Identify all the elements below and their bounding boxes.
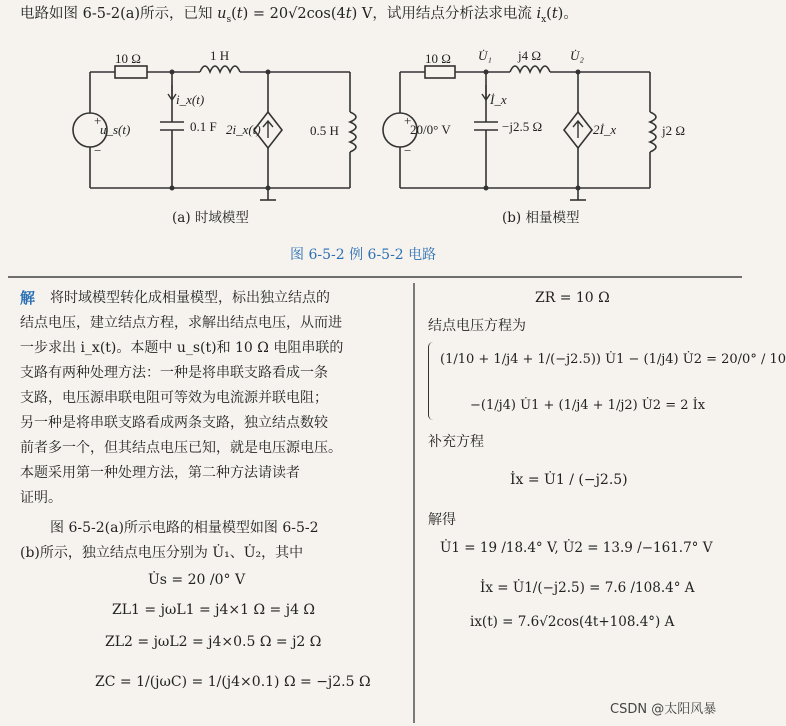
fig-b-r-label: 10 Ω bbox=[425, 51, 451, 66]
solution-line: 证明。 bbox=[20, 490, 62, 506]
fig-a-c-label: 0.1 F bbox=[190, 119, 217, 134]
solution-line: 图 6-5-2(a)所示电路的相量模型如图 6-5-2 bbox=[50, 520, 319, 536]
fig-a-dep-label: 2i_x(t) bbox=[226, 122, 261, 137]
svg-text:−: − bbox=[404, 143, 412, 158]
problem-statement: 电路如图 6-5-2(a)所示，已知 $u_s(t) = 20√2\cos(4t)$ V，试用结点分析法求电流 $i_x(t)$。 bbox=[20, 6, 578, 25]
supp-eq: İx = U̇1 / (−j2.5) bbox=[510, 472, 628, 488]
eq-zl1: ZL1 = jωL1 = j4×1 Ω = j4 Ω bbox=[112, 602, 316, 618]
result-ixt: ix(t) = 7.6√2cos(4t+108.4°) A bbox=[470, 614, 675, 630]
solution-line: 另一种是将串联支路看成两条支路，独立结点数较 bbox=[20, 415, 328, 431]
fig-a-ix-label: i_x(t) bbox=[176, 92, 205, 107]
svg-text:+: + bbox=[94, 113, 102, 128]
fig-a-l2-label: 0.5 H bbox=[310, 123, 339, 138]
fig-b-src-label: 20/0° V bbox=[410, 122, 451, 137]
solution-line: 支路，电压源串联电阻可等效为电流源并联电阻； bbox=[20, 390, 328, 406]
result-ix: İx = U̇1/(−j2.5) = 7.6 /108.4° A bbox=[480, 580, 695, 596]
svg-text:−: − bbox=[94, 143, 102, 158]
circuit-diagram-time-domain bbox=[0, 30, 380, 230]
eq-zc: ZC = 1/(jωC) = 1/(j4×0.1) Ω = −j2.5 Ω bbox=[95, 674, 371, 690]
solution-line: (b)所示，独立结点电压分别为 U̇₁、U̇₂，其中 bbox=[20, 545, 304, 561]
divider bbox=[8, 276, 742, 278]
svg-text:+: + bbox=[404, 113, 412, 128]
fig-b-l1-label: j4 Ω bbox=[518, 48, 542, 63]
solution-label: 解 bbox=[20, 289, 36, 307]
supp-label: 补充方程 bbox=[428, 434, 484, 450]
fig-b-u1-label: U̇₁ bbox=[478, 48, 492, 63]
fig-a-src-label: u_s(t) bbox=[100, 122, 131, 137]
watermark: CSDN @太阳风暴 bbox=[610, 702, 717, 717]
column-divider bbox=[413, 283, 415, 723]
fig-a-caption: (a) 时域模型 bbox=[172, 210, 249, 226]
solution-line: 本题采用第一种处理方法，第二种方法请读者 bbox=[20, 465, 300, 481]
fig-b-ix-label: İ_x bbox=[490, 92, 507, 107]
solution-line: 一步求出 i_x(t)。本题中 u_s(t)和 10 Ω 电阻串联的 bbox=[20, 340, 344, 356]
node-eq-label: 结点电压方程为 bbox=[428, 318, 526, 334]
solution-line: 将时域模型转化成相量模型，标出独立结点的 bbox=[50, 290, 330, 306]
solution-line: 前者多一个，但其结点电压已知，就是电压源电压。 bbox=[20, 440, 342, 456]
circuit-diagram-phasor bbox=[380, 30, 720, 230]
fig-b-u2-label: U̇₂ bbox=[570, 48, 584, 63]
fig-a-l1-label: 1 H bbox=[210, 48, 230, 63]
figure-caption: 图 6-5-2 例 6-5-2 电路 bbox=[290, 247, 437, 263]
result-u: U̇1 = 19 /18.4° V, U̇2 = 13.9 /−161.7° V bbox=[440, 540, 713, 556]
fig-b-caption: (b) 相量模型 bbox=[502, 210, 580, 226]
fig-b-l2-label: j2 Ω bbox=[662, 123, 686, 138]
node-eq-1: (1/10 + 1/j4 + 1/(−j2.5)) U̇1 − (1/j4) U̇2 = 20/0° / 10 bbox=[440, 352, 786, 367]
solve-label: 解得 bbox=[428, 512, 456, 528]
solution-line: 结点电压，建立结点方程，求解出结点电压，从而进 bbox=[20, 315, 342, 331]
fig-a-r-label: 10 Ω bbox=[115, 51, 141, 66]
solution-line: 支路有两种处理方法：一种是将串联支路看成一条 bbox=[20, 365, 328, 381]
fig-b-c-label: −j2.5 Ω bbox=[502, 119, 543, 134]
eq-brace bbox=[428, 342, 433, 420]
eq-zl2: ZL2 = jωL2 = j4×0.5 Ω = j2 Ω bbox=[105, 634, 322, 650]
eq-zr: ZR = 10 Ω bbox=[535, 290, 610, 306]
node-eq-2: −(1/j4) U̇1 + (1/j4 + 1/j2) U̇2 = 2 İx bbox=[470, 398, 706, 413]
fig-b-dep-label: 2İ_x bbox=[593, 122, 617, 137]
eq-us: U̇s = 20 /0° V bbox=[148, 572, 246, 588]
